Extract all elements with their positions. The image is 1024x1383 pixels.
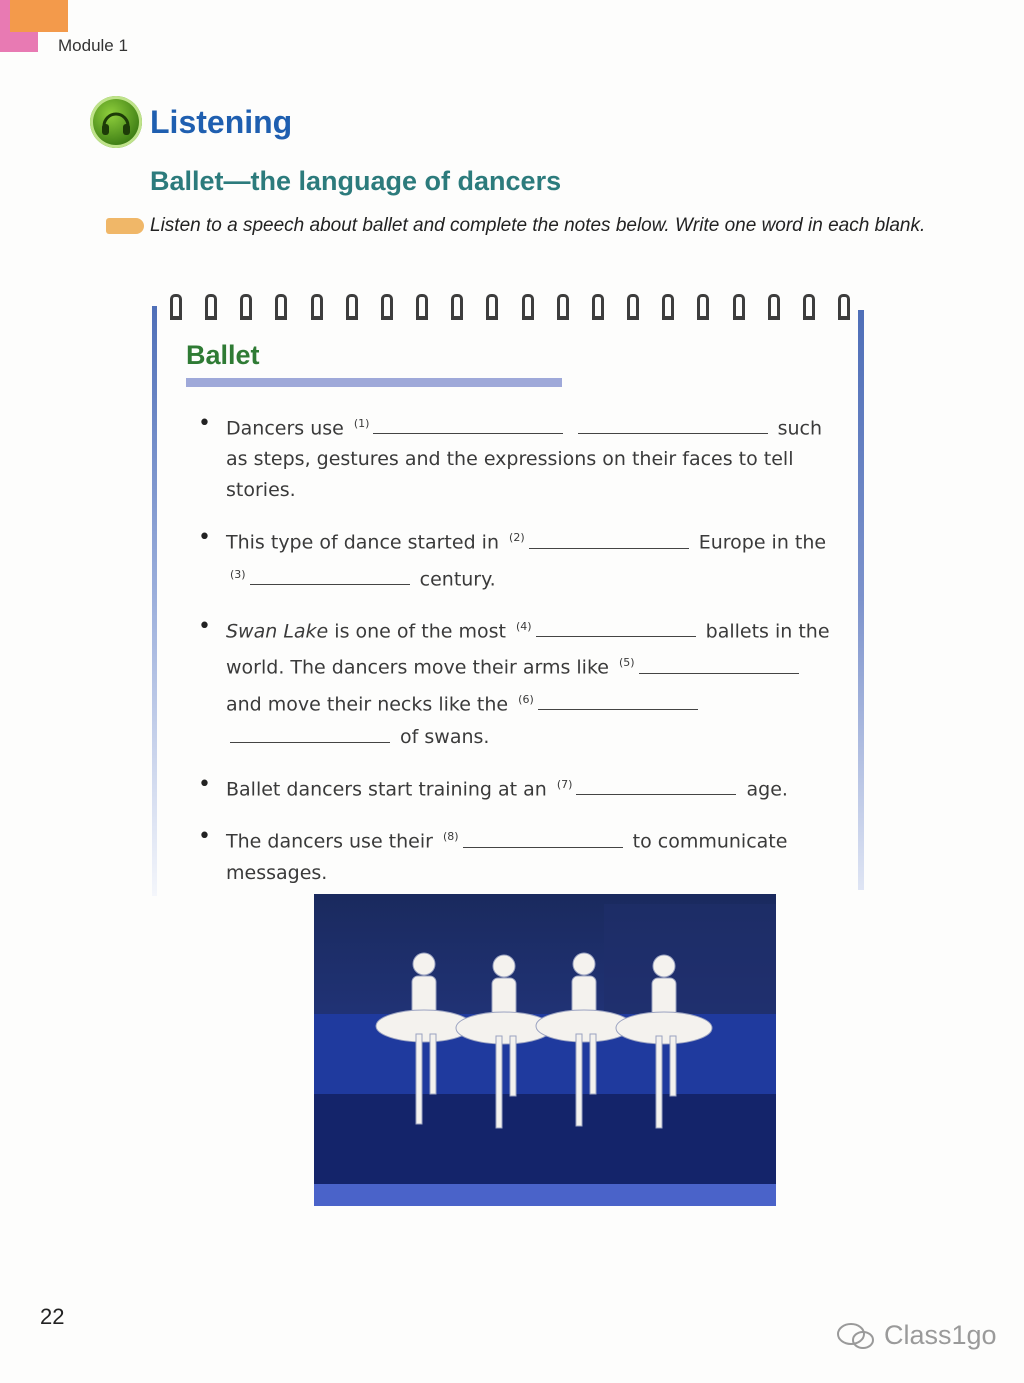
headphones-icon [90,96,142,148]
blank-number: (1) [353,417,370,430]
note-italic-title: Swan Lake [226,620,329,643]
blank-5[interactable] [639,651,799,674]
note-text: This type of dance started in [226,531,499,554]
blank-number: (3) [230,567,246,581]
note-item-5 [192,821,842,888]
notes-list [192,408,842,905]
blank-1a[interactable] [373,411,563,434]
note-text: Europe in the [698,531,827,554]
notebook [152,290,864,902]
blank-3[interactable] [250,562,410,585]
note-text: century. [419,567,496,590]
blank-number: (6) [518,692,534,706]
instruction-marker [106,218,144,234]
note-item-3 [192,611,842,753]
ballet-illustration [314,894,776,1206]
module-label: Module 1 [58,36,128,55]
note-text: is one of the most [334,620,506,643]
note-item-1 [192,408,842,506]
note-text: age. [746,778,788,801]
blank-6a[interactable] [538,687,698,710]
blank-4[interactable] [536,614,696,637]
watermark-text: Class1go [884,1320,997,1350]
blank-number: (4) [516,619,532,633]
blank-number: (8) [443,830,459,844]
note-item-4 [192,769,842,805]
page-number: 22 [40,1304,65,1329]
corner-tab-accent [10,0,68,32]
notebook-right-border [858,310,864,890]
blank-number: (2) [509,531,525,545]
instructions: Listen to a speech about ballet and complete the notes below. Write one word in each blank. [150,215,926,236]
blank-1b[interactable] [578,411,768,434]
note-text: Dancers use [226,417,344,440]
note-text: and move their necks like the [226,692,509,715]
blank-7[interactable] [576,772,736,795]
blank-6b[interactable] [230,720,390,743]
note-text: to communicate messages. [226,830,788,884]
note-text: The dancers use their [226,830,433,853]
chat-icon [836,1321,876,1351]
blank-8[interactable] [463,825,623,848]
note-text: of swans. [400,725,490,748]
heading-underline [186,378,562,387]
spiral-rings [170,294,850,320]
note-text: ballets in the world. The dancers move their arms like [226,620,830,679]
note-text: such as steps, gestures and the expressions on their faces to tell stories. [226,417,823,502]
note-item-2 [192,522,842,595]
blank-number: (7) [556,777,573,791]
notebook-heading: Ballet [186,340,260,370]
note-text: Ballet dancers start training at an [226,778,547,801]
blank-2[interactable] [529,526,689,549]
section-title: Listening [150,104,293,140]
watermark [836,1320,997,1351]
blank-number: (5) [619,656,635,670]
notebook-left-border [152,306,157,896]
section-subtitle: Ballet—the language of dancers [150,166,562,196]
